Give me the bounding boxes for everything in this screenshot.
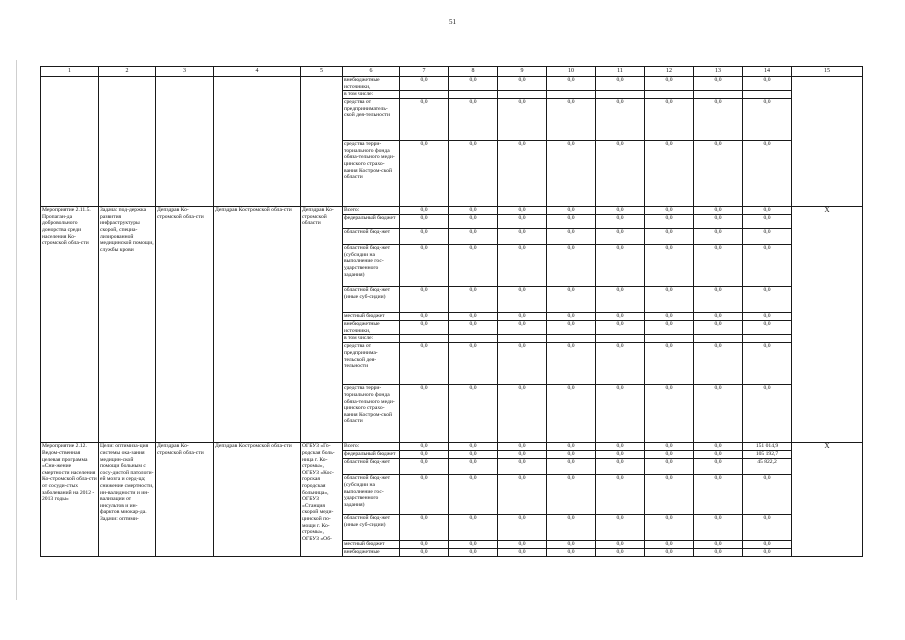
amount-cell: 0,0 — [498, 141, 547, 207]
amount-cell — [694, 335, 743, 343]
amount-cell: 0,0 — [694, 77, 743, 91]
amount-cell: 0,0 — [498, 313, 547, 321]
amount-cell: 0,0 — [645, 321, 694, 335]
column-number-13: 13 — [694, 67, 743, 77]
amount-cell: 0,0 — [400, 287, 449, 313]
funding-source-label: областной бюд-жет — [343, 459, 400, 475]
amount-cell: 0,0 — [400, 541, 449, 549]
amount-cell: 0,0 — [547, 207, 596, 215]
amount-cell: 0,0 — [596, 207, 645, 215]
amount-cell: 0,0 — [449, 141, 498, 207]
amount-cell: 0,0 — [400, 475, 449, 515]
amount-cell: 0,0 — [498, 287, 547, 313]
column-number-2: 2 — [99, 67, 156, 77]
measure-name: Мероприятие 2.11.5. Пропаган-да добровольного донорства среди населения Ко-стромской обла-сти — [41, 207, 99, 443]
funding-source-label: областной бюд-жет (иные суб-сидии) — [343, 515, 400, 541]
amount-cell: 0,0 — [498, 443, 547, 451]
funding-source-label: внебюджетные — [343, 549, 400, 557]
amount-cell: 0,0 — [547, 541, 596, 549]
funding-source-label: средства от предприниматель-ской дея-тельности — [343, 99, 400, 141]
amount-cell: 0,0 — [645, 215, 694, 229]
amount-cell: 0,0 — [694, 549, 743, 557]
amount-cell: 0,0 — [645, 515, 694, 541]
amount-cell: 105 192,7 — [743, 451, 792, 459]
amount-cell: 0,0 — [645, 451, 694, 459]
amount-cell: 0,0 — [645, 207, 694, 215]
amount-cell: 0,0 — [547, 385, 596, 443]
amount-cell: 0,0 — [645, 313, 694, 321]
funding-source-label: местный бюджет — [343, 313, 400, 321]
amount-cell: 0,0 — [694, 245, 743, 287]
amount-cell: 0,0 — [694, 207, 743, 215]
amount-cell: 0,0 — [400, 313, 449, 321]
amount-cell: 0,0 — [547, 77, 596, 91]
amount-cell: 0,0 — [645, 141, 694, 207]
funding-source-label: внебюджетные источники, — [343, 321, 400, 335]
amount-cell: 0,0 — [547, 141, 596, 207]
empty-cell — [301, 77, 343, 207]
amount-cell: 0,0 — [449, 77, 498, 91]
column-number-3: 3 — [156, 67, 214, 77]
amount-cell: 0,0 — [498, 385, 547, 443]
amount-cell: 0,0 — [743, 541, 792, 549]
amount-cell: 0,0 — [547, 343, 596, 385]
amount-cell: 45 822,2 — [743, 459, 792, 475]
amount-cell: 0,0 — [596, 321, 645, 335]
amount-cell: 0,0 — [645, 459, 694, 475]
column-number-6: 6 — [343, 67, 400, 77]
column-number-11: 11 — [596, 67, 645, 77]
measure-goal: Задача: под-держка развития инфраструктуры скорой, специа-лизированной медицинской помощи, службы крови — [99, 207, 156, 443]
amount-cell: 0,0 — [449, 207, 498, 215]
column-number-12: 12 — [645, 67, 694, 77]
header-row — [41, 67, 863, 77]
amount-cell: 0,0 — [645, 229, 694, 245]
amount-cell: 0,0 — [498, 549, 547, 557]
amount-cell: 0,0 — [596, 549, 645, 557]
amount-cell: 0,0 — [547, 229, 596, 245]
amount-cell: 0,0 — [596, 99, 645, 141]
amount-cell: 0,0 — [743, 207, 792, 215]
funding-source-label: местный бюджет — [343, 541, 400, 549]
amount-cell: 0,0 — [400, 141, 449, 207]
measure-name: Мероприятие 2.12. Ведом-ственная целевая программа «Сни-жение смертности населения Ко-стромской обла-сти от сосуди-стых заболеваний на 2012 - 2013 годы» — [41, 443, 99, 557]
amount-cell: 0,0 — [694, 515, 743, 541]
amount-cell: 0,0 — [498, 99, 547, 141]
funding-source-label: внебюджетные источники, — [343, 77, 400, 91]
indicator-cell: X — [792, 443, 863, 557]
amount-cell: 0,0 — [596, 245, 645, 287]
page-number: 51 — [449, 18, 456, 26]
amount-cell: 0,0 — [400, 343, 449, 385]
amount-cell — [498, 335, 547, 343]
amount-cell: 0,0 — [596, 343, 645, 385]
amount-cell: 0,0 — [498, 541, 547, 549]
amount-cell: 0,0 — [645, 99, 694, 141]
empty-cell — [792, 77, 863, 207]
empty-cell — [41, 77, 99, 207]
amount-cell: 0,0 — [547, 451, 596, 459]
amount-cell: 0,0 — [596, 287, 645, 313]
amount-cell: 0,0 — [645, 549, 694, 557]
funding-source-label: в том числе: — [343, 335, 400, 343]
amount-cell: 0,0 — [449, 99, 498, 141]
empty-cell — [156, 77, 214, 207]
amount-cell: 0,0 — [743, 141, 792, 207]
amount-cell: 0,0 — [694, 287, 743, 313]
amount-cell: 0,0 — [743, 245, 792, 287]
amount-cell: 0,0 — [743, 385, 792, 443]
amount-cell — [547, 335, 596, 343]
amount-cell: 0,0 — [498, 245, 547, 287]
amount-cell: 0,0 — [547, 313, 596, 321]
amount-cell: 0,0 — [449, 229, 498, 245]
amount-cell: 0,0 — [547, 475, 596, 515]
funding-source-label: средства терри-ториального фонда обяза-тельного меди-цинского страхо-вания Костром-ской области — [343, 141, 400, 207]
amount-cell: 0,0 — [694, 475, 743, 515]
amount-cell: 0,0 — [449, 451, 498, 459]
column-number-4: 4 — [214, 67, 301, 77]
amount-cell: 0,0 — [449, 459, 498, 475]
amount-cell: 0,0 — [400, 459, 449, 475]
amount-cell: 0,0 — [498, 229, 547, 245]
amount-cell: 0,0 — [694, 451, 743, 459]
amount-cell: 0,0 — [449, 443, 498, 451]
amount-cell: 0,0 — [743, 321, 792, 335]
funding-source-label: областной бюд-жет — [343, 229, 400, 245]
amount-cell: 0,0 — [694, 321, 743, 335]
amount-cell: 0,0 — [547, 321, 596, 335]
amount-cell: 0,0 — [449, 385, 498, 443]
amount-cell: 0,0 — [498, 459, 547, 475]
amount-cell — [400, 91, 449, 99]
amount-cell: 0,0 — [694, 459, 743, 475]
column-number-15: 15 — [792, 67, 863, 77]
amount-cell: 0,0 — [645, 245, 694, 287]
amount-cell: 0,0 — [743, 475, 792, 515]
funding-source-label: областной бюд-жет (субсидии на выполнение гос-ударственного задания) — [343, 475, 400, 515]
empty-cell — [99, 77, 156, 207]
amount-cell: 0,0 — [694, 141, 743, 207]
amount-cell: 0,0 — [400, 451, 449, 459]
amount-cell: 0,0 — [449, 549, 498, 557]
amount-cell — [694, 91, 743, 99]
empty-cell — [214, 77, 301, 207]
amount-cell: 0,0 — [596, 385, 645, 443]
funding-source-label: федеральный бюджет — [343, 215, 400, 229]
amount-cell: 0,0 — [645, 475, 694, 515]
amount-cell: 0,0 — [547, 287, 596, 313]
amount-cell — [400, 335, 449, 343]
measure-customer: Депздрав Костромской обла-сти — [214, 207, 301, 443]
amount-cell: 0,0 — [743, 515, 792, 541]
amount-cell — [645, 335, 694, 343]
funding-source-label: Всего: — [343, 207, 400, 215]
amount-cell — [498, 91, 547, 99]
amount-cell: 0,0 — [498, 207, 547, 215]
column-number-1: 1 — [41, 67, 99, 77]
amount-cell — [547, 91, 596, 99]
amount-cell: 0,0 — [596, 313, 645, 321]
amount-cell: 0,0 — [449, 287, 498, 313]
amount-cell: 0,0 — [400, 207, 449, 215]
column-number-10: 10 — [547, 67, 596, 77]
amount-cell: 0,0 — [498, 451, 547, 459]
amount-cell: 0,0 — [596, 541, 645, 549]
amount-cell — [449, 91, 498, 99]
amount-cell: 0,0 — [596, 515, 645, 541]
amount-cell: 0,0 — [400, 515, 449, 541]
amount-cell: 0,0 — [400, 549, 449, 557]
table-row — [41, 77, 863, 91]
amount-cell — [743, 335, 792, 343]
amount-cell: 0,0 — [400, 443, 449, 451]
column-number-8: 8 — [449, 67, 498, 77]
amount-cell: 0,0 — [400, 99, 449, 141]
column-number-9: 9 — [498, 67, 547, 77]
measure-goal: Цели: оптимиза-ция системы ока-зания медицин-ской помощи больным с сосу-дистой патологи-ей мозга и серд-ца; снижение смертности, ин-валидности и ин-вализации от инсультов и ин-фарктов миокар-да. Задачи: оптими- — [99, 443, 156, 557]
amount-cell: 0,0 — [498, 215, 547, 229]
amount-cell: 0,0 — [596, 459, 645, 475]
funding-source-label: областной бюд-жет (субсидии на выполнение гос-ударственного задания) — [343, 245, 400, 287]
funding-source-label: областной бюд-жет (иные суб-сидии) — [343, 287, 400, 313]
amount-cell: 0,0 — [743, 77, 792, 91]
amount-cell: 0,0 — [547, 245, 596, 287]
amount-cell: 0,0 — [596, 215, 645, 229]
column-number-7: 7 — [400, 67, 449, 77]
amount-cell: 0,0 — [596, 475, 645, 515]
amount-cell: 0,0 — [400, 77, 449, 91]
measure-coordinator: Депздрав Ко-стромской обла-сти — [156, 443, 214, 557]
amount-cell: 0,0 — [449, 313, 498, 321]
financing-table — [40, 66, 863, 557]
amount-cell: 0,0 — [400, 385, 449, 443]
amount-cell: 0,0 — [547, 549, 596, 557]
measure-customer: Депздрав Костромской обла-сти — [214, 443, 301, 557]
amount-cell: 0,0 — [498, 475, 547, 515]
amount-cell: 0,0 — [596, 141, 645, 207]
amount-cell: 0,0 — [743, 229, 792, 245]
measure-executor: Депздрав Ко-стромской области — [301, 207, 343, 443]
amount-cell: 0,0 — [547, 215, 596, 229]
amount-cell: 0,0 — [743, 99, 792, 141]
table-row — [41, 207, 863, 215]
amount-cell: 0,0 — [498, 77, 547, 91]
amount-cell — [596, 91, 645, 99]
amount-cell: 0,0 — [547, 99, 596, 141]
amount-cell: 151 014,9 — [743, 443, 792, 451]
amount-cell: 0,0 — [449, 515, 498, 541]
column-number-14: 14 — [743, 67, 792, 77]
amount-cell: 0,0 — [743, 343, 792, 385]
amount-cell: 0,0 — [449, 475, 498, 515]
amount-cell — [596, 335, 645, 343]
measure-executor: ОГБУЗ «Го-родская боль-ница г. Ко-стромы», ОГБУЗ «Кос-горская городская больница», ОГБУЗ «Станция скорой меди-цинской по-мощи г. Ко-стромы», ОГБУЗ «Об- — [301, 443, 343, 557]
amount-cell: 0,0 — [449, 321, 498, 335]
amount-cell: 0,0 — [694, 343, 743, 385]
amount-cell: 0,0 — [645, 77, 694, 91]
amount-cell: 0,0 — [645, 287, 694, 313]
amount-cell: 0,0 — [547, 459, 596, 475]
amount-cell: 0,0 — [449, 215, 498, 229]
amount-cell: 0,0 — [694, 229, 743, 245]
funding-source-label: Всего: — [343, 443, 400, 451]
amount-cell: 0,0 — [694, 385, 743, 443]
amount-cell: 0,0 — [645, 343, 694, 385]
amount-cell: 0,0 — [449, 343, 498, 385]
amount-cell — [449, 335, 498, 343]
amount-cell: 0,0 — [743, 215, 792, 229]
column-number-5: 5 — [301, 67, 343, 77]
amount-cell: 0,0 — [596, 443, 645, 451]
amount-cell: 0,0 — [498, 321, 547, 335]
page-margin-line — [16, 60, 17, 600]
amount-cell: 0,0 — [449, 541, 498, 549]
amount-cell: 0,0 — [449, 245, 498, 287]
amount-cell: 0,0 — [645, 443, 694, 451]
amount-cell: 0,0 — [645, 541, 694, 549]
amount-cell: 0,0 — [743, 313, 792, 321]
amount-cell: 0,0 — [498, 515, 547, 541]
amount-cell: 0,0 — [694, 443, 743, 451]
amount-cell: 0,0 — [400, 215, 449, 229]
amount-cell: 0,0 — [400, 229, 449, 245]
amount-cell: 0,0 — [547, 443, 596, 451]
amount-cell: 0,0 — [743, 549, 792, 557]
amount-cell: 0,0 — [694, 215, 743, 229]
amount-cell: 0,0 — [694, 541, 743, 549]
amount-cell: 0,0 — [596, 229, 645, 245]
funding-source-label: средства от предпринима-тельской дея-тельности — [343, 343, 400, 385]
funding-source-label: средства терри-ториального фонда обяза-тельного меди-цинского страхо-вания Костром-ской области — [343, 385, 400, 443]
amount-cell: 0,0 — [694, 99, 743, 141]
amount-cell — [645, 91, 694, 99]
amount-cell: 0,0 — [547, 515, 596, 541]
amount-cell: 0,0 — [694, 313, 743, 321]
indicator-cell: X — [792, 207, 863, 443]
amount-cell: 0,0 — [400, 321, 449, 335]
amount-cell: 0,0 — [596, 451, 645, 459]
measure-coordinator: Депздрав Ко-стромской обла-сти — [156, 207, 214, 443]
amount-cell: 0,0 — [400, 245, 449, 287]
table-row — [41, 443, 863, 451]
funding-source-label: в том числе: — [343, 91, 400, 99]
amount-cell: 0,0 — [596, 77, 645, 91]
amount-cell: 0,0 — [645, 385, 694, 443]
funding-source-label: федеральный бюджет — [343, 451, 400, 459]
amount-cell — [743, 91, 792, 99]
amount-cell: 0,0 — [743, 287, 792, 313]
amount-cell: 0,0 — [498, 343, 547, 385]
